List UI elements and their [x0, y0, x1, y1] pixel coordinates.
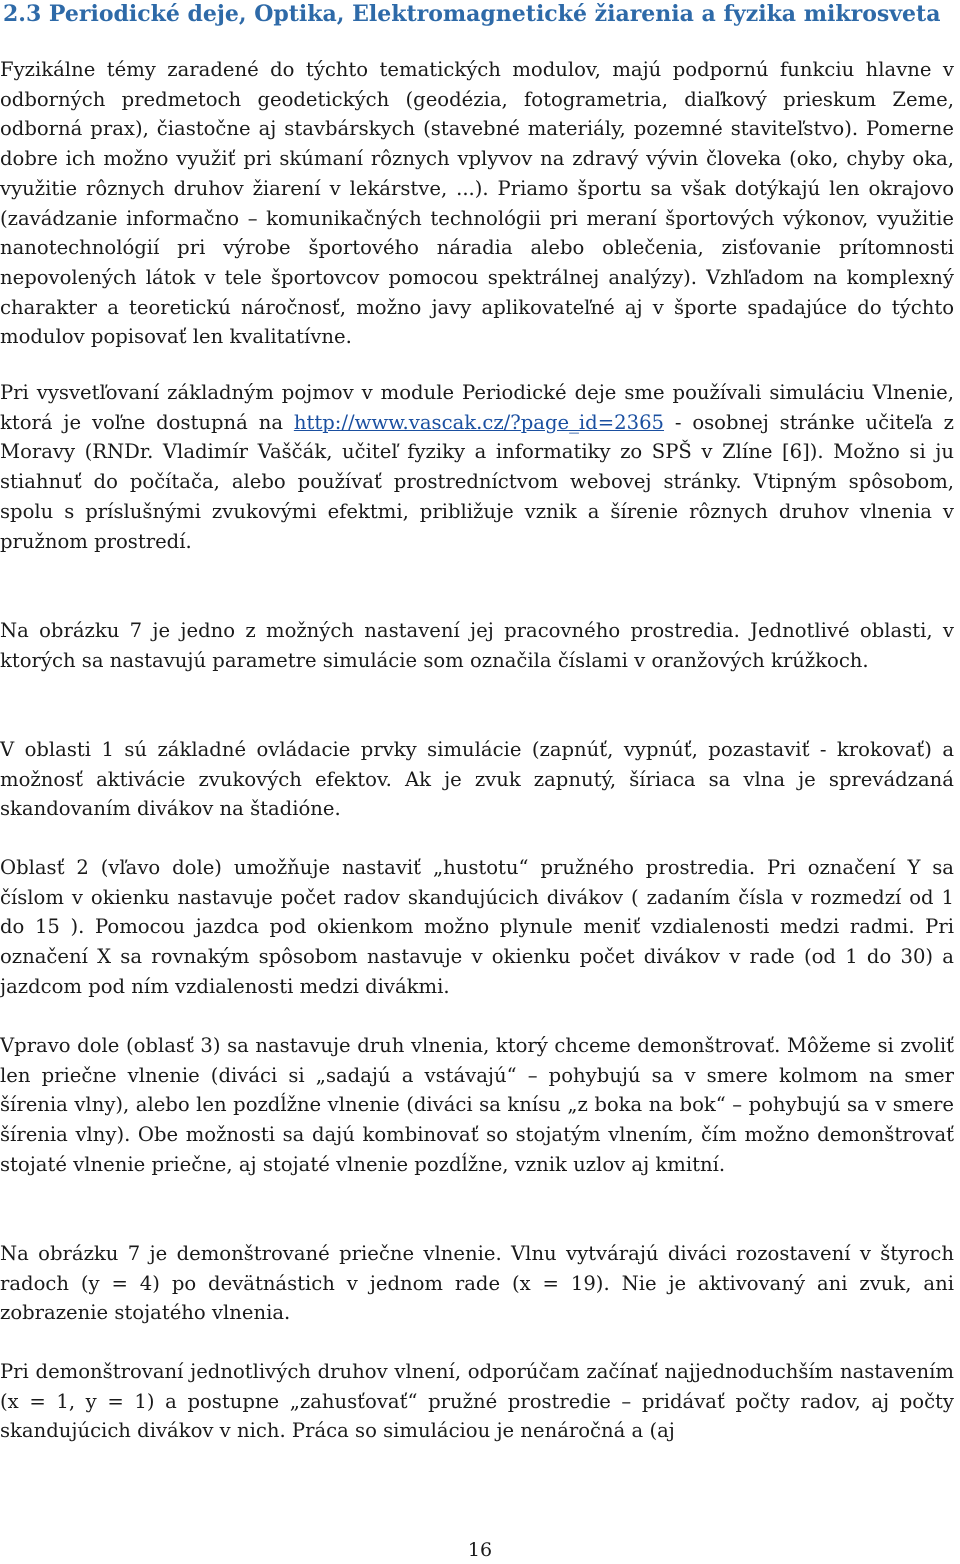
- paragraph-recommendation: Pri demonštrovaní jednotlivých druhov vlnení, odporúčam začínať najjednoduchším nastavením (x = 1, y = 1) a postupne „zahusťovať“ pružné prostredie – pridávať počty radov, aj počty skandujúcich divákov v nich. Práca so simuláciou je nenáročná a (aj: [0, 1360, 954, 1443]
- section-heading: 2.3 Periodické deje, Optika, Elektromagnetické žiarenia a fyzika mikrosveta: [3, 1, 941, 27]
- paragraph-simulation-text-end: - osobnej stránke učiteľa z Moravy (RNDr. Vladimír Vaščák, učiteľ fyziky a informatiky zo SPŠ v Zlíne [6]). Možno si ju stiahnuť do počítača, alebo používať prostredníctvom webovej stránky. Vtipným spôsobom, spolu s príslušnými zvukovými efektmi, približuje vznik a šírenie rôznych druhov vlnenia v pružnom prostredí.: [0, 410, 954, 553]
- paragraph-intro: Fyzikálne témy zaradené do týchto tematických modulov, majú podpornú funkciu hlavne v odborných predmetoch geodetických (geodézia, fotogrametria, diaľkový prieskum Zeme, odborná prax), čiastočne aj stavbárskych (stavebné materiály, pozemné staviteľstvo). Pomerne dobre ich možno využiť pri skúmaní rôznych vplyvov na zdravý vývin človeka (oko, chyby oka, využitie rôznych druhov žiarení v lekárstve, ...). Priamo športu sa však dotýkajú len okrajovo (zavádzanie informačno – komunikačných technológii pri meraní športových výkonov, využitie nanotechnológií pri výrobe športového náradia alebo oblečenia, zisťovanie prítomnosti nepovolených látok v tele športovcov pomocou spektrálnej analýzy). Vzhľadom na komplexný charakter a teoretickú náročnosť, možno javy aplikovateľné aj v športe spadajúce do týchto modulov popisovať len kvalitatívne.: [0, 58, 954, 349]
- paragraph-area-2: Oblasť 2 (vľavo dole) umožňuje nastaviť „hustotu“ pružného prostredia. Pri označení Y sa číslom v okienku nastavuje počet radov skandujúcich divákov ( zadaním čísla v rozmedzí od 1 do 15 ). Pomocou jazdca pod okienkom možno plynule meniť vzdialenosti medzi radmi. Pri označení X sa rovnakým spôsobom nastavuje v okienku počet divákov v rade (od 1 do 30) a jazdcom pod ním vzdialenosti medzi divákmi.: [0, 856, 954, 998]
- paragraph-transverse-wave: Na obrázku 7 je demonštrované priečne vlnenie. Vlnu vytvárajú diváci rozostavení v štyroch radoch (y = 4) po devätnástich v jednom rade (x = 19). Nie je aktivovaný ani zvuk, ani zobrazenie stojatého vlnenia.: [0, 1242, 954, 1325]
- paragraph-simulation-text-start: Pri vysvetľovaní základným pojmov v module Periodické deje sme používali simuláciu Vlnenie, ktorá je voľne dostupná na: [0, 381, 954, 434]
- paragraph-area-1: V oblasti 1 sú základné ovládacie prvky simulácie (zapnúť, vypnúť, pozastaviť - krokovať) a možnosť aktivácie zvukových efektov. Ak je zvuk zapnutý, šíriaca sa vlna je sprevádzaná skandovaním divákov na štadióne.: [0, 738, 954, 821]
- paragraph-area-3: Vpravo dole (oblasť 3) sa nastavuje druh vlnenia, ktorý chceme demonštrovať. Môžeme si zvoliť len priečne vlnenie (diváci si „sadajú a vstávajú“ – pohybujú sa v smere kolmom na smer šírenia vlny), alebo len pozdĺžne vlnenie (diváci sa knísu „z boka na bok“ – pohybujú sa v smere šírenia vlny). Obe možnosti sa dajú kombinovať so stojatým vlnením, čím možno demonštrovať stojaté vlnenie priečne, aj stojaté vlnenie pozdĺžne, vznik uzlov aj kmitní.: [0, 1034, 954, 1176]
- paragraph-simulation: [0, 378, 954, 556]
- page-number: 16: [467, 1539, 493, 1561]
- paragraph-figure-7: Na obrázku 7 je jedno z možných nastavení jej pracovného prostredia. Jednotlivé oblasti, v ktorých sa nastavujú parametre simulácie som označila číslami v oranžových krúžkoch.: [0, 619, 954, 672]
- vascak-link[interactable]: http://www.vascak.cz/?page_id=2365: [293, 410, 665, 434]
